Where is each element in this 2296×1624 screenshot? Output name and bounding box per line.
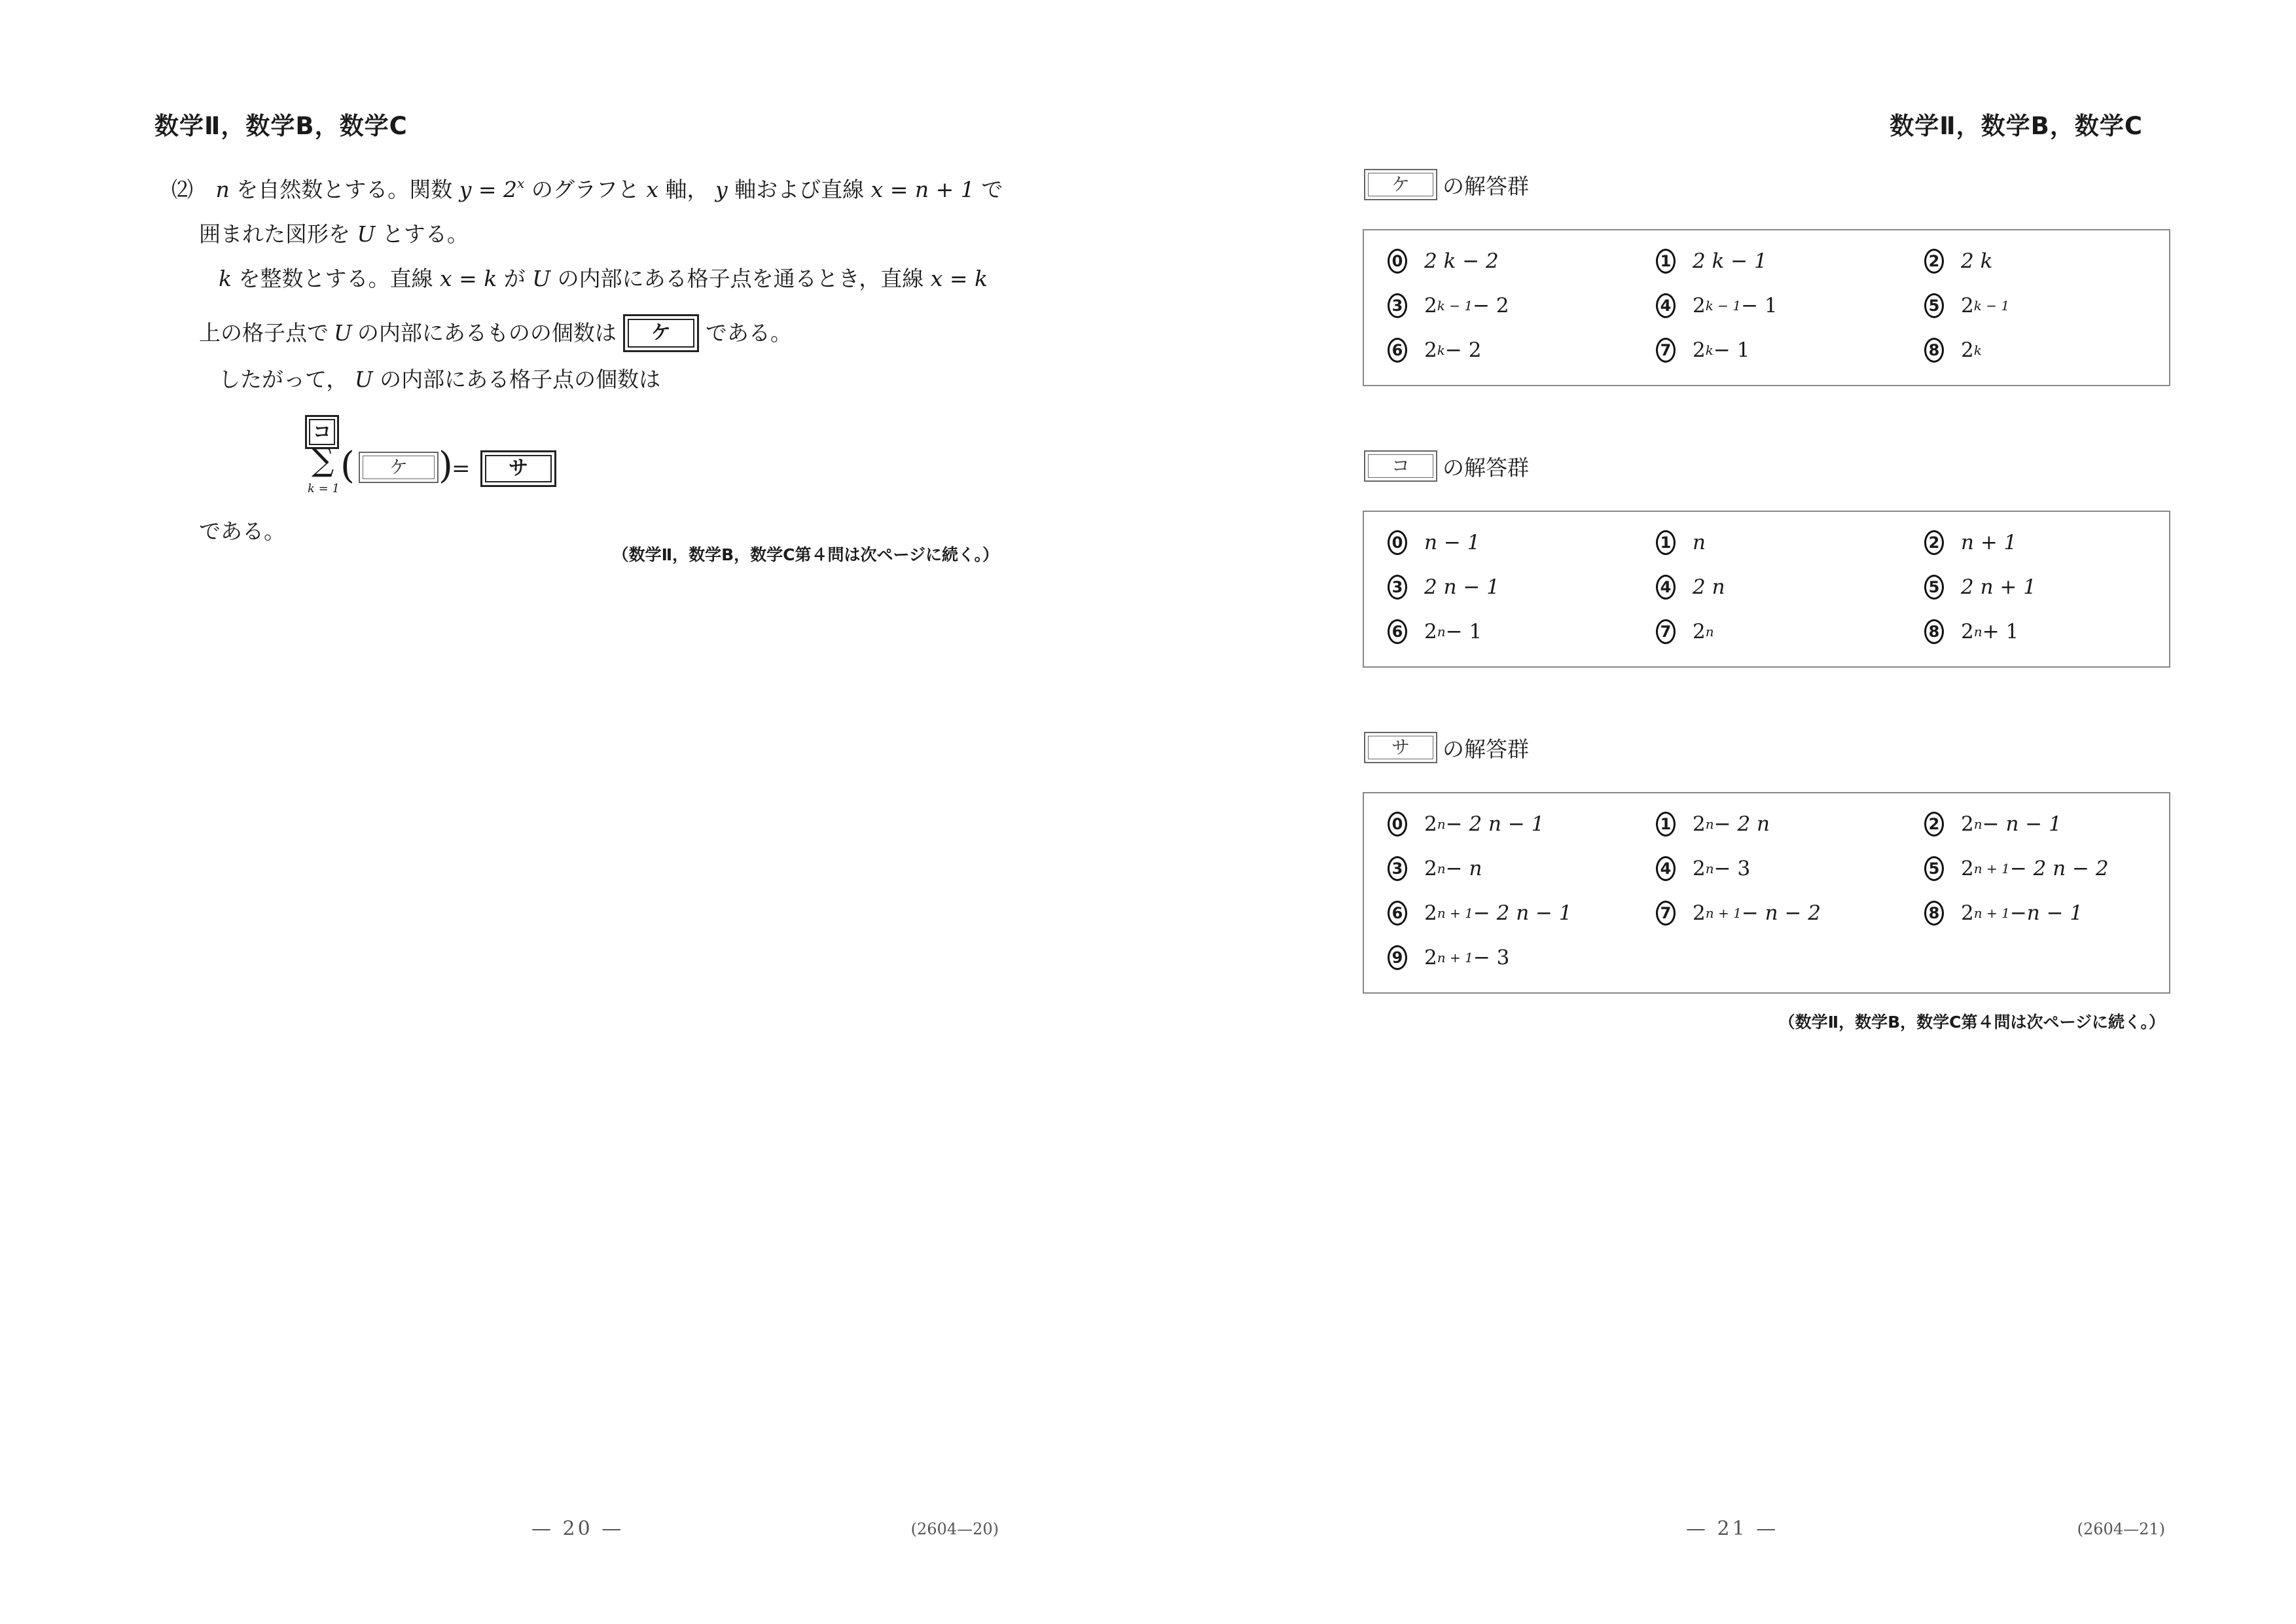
choice-number-badge: 8 (1924, 338, 1944, 363)
choice-number-badge: 6 (1388, 338, 1407, 363)
page-number: — 20 — (531, 1517, 624, 1540)
choice-3[interactable] (1388, 575, 1499, 600)
text: を自然数とする。関数 (236, 177, 453, 202)
choice-5[interactable] (1924, 575, 2036, 600)
choice-number-badge: 3 (1388, 293, 1407, 318)
paren-open: ( (340, 444, 355, 487)
choice-8[interactable]: 8 2 n + 1 −n − 1 (1924, 901, 2083, 926)
choice-expression: 2 (1424, 901, 1437, 925)
choice-expression: 2 (1693, 901, 1706, 925)
answer-box-ke[interactable]: ケ (623, 314, 699, 352)
text: したがって， (219, 367, 348, 392)
choice-2[interactable] (1924, 530, 2017, 555)
choice-expression-tail: −n − 1 (2009, 901, 2083, 925)
choice-expression: 2 n (1693, 575, 1725, 599)
text: のグラフと (531, 177, 639, 202)
choice-number-badge: 3 (1388, 575, 1407, 600)
page-header: 数学Ⅱ，数学B，数学C (154, 112, 408, 140)
choice-number-badge: 7 (1656, 338, 1676, 363)
choice-number-badge: 0 (1388, 530, 1407, 555)
choice-1[interactable] (1656, 530, 1706, 555)
choice-number-badge: 8 (1924, 901, 1944, 926)
choice-expression: 2 (1424, 620, 1437, 643)
choice-expression: 2 (1961, 294, 1974, 317)
choice-number-badge: 0 (1388, 249, 1407, 274)
problem-line-3 (219, 266, 988, 292)
choice-expression: 2 k − 1 (1693, 249, 1767, 273)
right-page (1148, 0, 2296, 1624)
choice-number-badge: 3 (1388, 856, 1407, 881)
group-label-text: の解答群 (1443, 173, 1529, 199)
paren-close: ) (439, 444, 453, 487)
choice-8[interactable]: 8 2 n + 1 (1924, 619, 2018, 644)
choice-number-badge: 0 (1388, 812, 1407, 837)
text: の内部にある格子点を通るとき，直線 (557, 266, 924, 291)
choice-expression-tail: − 2 (1473, 294, 1509, 317)
choice-expression-tail: − 1 (1741, 294, 1778, 317)
choice-expression: n (1693, 531, 1706, 554)
choice-expression: 2 (1693, 338, 1706, 362)
choice-6[interactable]: 6 2 n + 1 − 2 n − 1 (1388, 901, 1572, 926)
choice-number-badge: 2 (1924, 530, 1944, 555)
choice-number-badge: 5 (1924, 293, 1944, 318)
choice-expression-tail: − 3 (1473, 946, 1510, 969)
choice-3[interactable]: 3 2 n − n (1388, 856, 1482, 881)
choice-7[interactable]: 7 2 k − 1 (1656, 338, 1749, 363)
var-U: U (357, 221, 376, 247)
choice-number-badge: 2 (1924, 812, 1944, 837)
group-label-ke (1364, 169, 1529, 200)
var-U: U (334, 320, 352, 346)
choice-8[interactable]: 8 2 k (1924, 338, 1982, 363)
page-header: 数学Ⅱ，数学B，数学C (1890, 112, 2143, 140)
choice-expression: 2 (1961, 812, 1974, 836)
sigma-lower-limit: k = 1 (308, 482, 340, 496)
choice-expression-tail: − 1 (1445, 620, 1482, 643)
choice-0[interactable] (1388, 249, 1499, 274)
text: 軸， (665, 177, 709, 202)
choice-0[interactable] (1388, 530, 1480, 555)
choice-expression-tail: − 2 n (1713, 812, 1770, 836)
choice-expression: 2 n − 1 (1424, 575, 1499, 599)
var-U: U (354, 367, 373, 392)
choice-expression: 2 (1693, 812, 1706, 836)
choice-expression-tail: − 2 (1444, 338, 1482, 362)
equals-sign: = (452, 456, 471, 482)
choice-expression: 2 n + 1 (1961, 575, 2036, 599)
choice-expression: 2 (1424, 338, 1437, 362)
choice-9[interactable]: 9 2 n + 1 − 3 (1388, 945, 1509, 970)
choice-1[interactable] (1656, 249, 1767, 274)
choice-expression-tail: − 3 (1713, 857, 1751, 880)
choice-number-badge: 4 (1656, 293, 1676, 318)
equation-xk: x = k (930, 266, 988, 291)
problem-line-1 (171, 177, 1003, 203)
var-n: n (215, 177, 230, 202)
choice-expression: 2 (1424, 812, 1437, 836)
choice-number-badge: 9 (1388, 945, 1407, 970)
choice-expression: 2 (1961, 901, 1974, 925)
text: とする。 (382, 221, 469, 247)
choice-1[interactable]: 1 2 n − 2 n (1656, 812, 1770, 837)
equation-y: y = 2 (459, 177, 518, 202)
choice-expression: 2 (1424, 857, 1437, 880)
choice-number-badge: 6 (1388, 619, 1407, 644)
var-y: y (715, 177, 728, 202)
choice-number-badge: 1 (1656, 530, 1676, 555)
choice-expression: n − 1 (1424, 531, 1480, 554)
text: で (981, 177, 1003, 202)
page-number: — 21 — (1686, 1517, 1779, 1540)
choice-number-badge: 4 (1656, 575, 1676, 600)
choice-number-badge: 6 (1388, 901, 1407, 926)
equation-line: x = n + 1 (870, 177, 975, 202)
choice-number-badge: 1 (1656, 812, 1676, 837)
choice-number-badge: 1 (1656, 249, 1676, 274)
page-code: (2604—21) (2077, 1520, 2165, 1538)
problem-number: ⑵ (171, 177, 193, 202)
group-label-text: の解答群 (1443, 736, 1529, 762)
choice-expression-tail: − n (1445, 857, 1482, 880)
text: である。 (705, 320, 792, 346)
sigma-symbol: ∑ (312, 442, 334, 478)
choice-5[interactable]: 5 2 k − 1 (1924, 293, 2009, 318)
choice-expression-tail: − 2 n − 2 (2009, 857, 2109, 880)
continue-note: （数学Ⅱ，数学B，数学C第４問は次ページに続く。） (1778, 1013, 2165, 1032)
group-label-text: の解答群 (1443, 454, 1529, 480)
choice-expression: 2 (1961, 857, 1974, 880)
problem-line-4 (199, 314, 792, 352)
var-x: x (646, 177, 658, 202)
choice-expression-tail: − 1 (1713, 338, 1750, 362)
choice-4[interactable]: 4 2 n − 3 (1656, 856, 1750, 881)
problem-line-5 (219, 367, 660, 393)
var-k: k (219, 266, 232, 291)
group-label-sa (1364, 732, 1529, 763)
choice-number-badge: 2 (1924, 249, 1944, 274)
choice-number-badge: 7 (1656, 619, 1676, 644)
choice-expression: 2 (1693, 857, 1706, 880)
choice-expression: 2 (1693, 294, 1706, 317)
text: の内部にある格子点の個数は (380, 367, 661, 392)
answer-box-sa[interactable]: サ (480, 450, 556, 487)
ref-box-ke: ケ (1364, 169, 1437, 200)
choice-7[interactable]: 7 2 n + 1 − n − 2 (1656, 901, 1821, 926)
choice-expression: 2 (1961, 620, 1974, 643)
choice-expression-tail: + 1 (1982, 620, 2019, 643)
choice-3[interactable]: 3 2 k − 1 − 2 (1388, 293, 1509, 318)
choice-7[interactable]: 7 2 n (1656, 619, 1714, 644)
group-label-ko (1364, 450, 1529, 482)
choice-expression: 2 k (1961, 249, 1993, 273)
text: 囲まれた図形を (199, 221, 350, 247)
closing-text: である。 (199, 518, 285, 544)
choice-panel-ke (1363, 229, 2170, 386)
choice-number-badge: 7 (1656, 901, 1676, 926)
ref-box-ko: コ (1364, 450, 1437, 482)
choice-number-badge: 5 (1924, 856, 1944, 881)
exponent-x: x (517, 175, 525, 191)
choice-6[interactable]: 6 2 k − 2 (1388, 338, 1481, 363)
choice-5[interactable]: 5 2 n + 1 − 2 n − 2 (1924, 856, 2109, 881)
choice-6[interactable]: 6 2 n − 1 (1388, 619, 1482, 644)
choice-number-badge: 5 (1924, 575, 1944, 600)
continue-note: （数学Ⅱ，数学B，数学C第４問は次ページに続く。） (612, 545, 999, 564)
choice-expression-tail: − n − 1 (1982, 812, 2062, 836)
choice-expression-tail: − n − 2 (1741, 901, 1821, 925)
equation-xk: x = k (440, 266, 497, 291)
choice-expression: 2 (1424, 946, 1437, 969)
choice-expression: n + 1 (1961, 531, 2017, 554)
choice-expression: 2 k − 2 (1424, 249, 1499, 273)
choice-2[interactable]: 2 2 n − n − 1 (1924, 812, 2062, 837)
choice-4[interactable]: 4 2 k − 1 − 1 (1656, 293, 1778, 318)
choice-expression: 2 (1961, 338, 1974, 362)
choice-expression-tail: − 2 n − 1 (1473, 901, 1572, 925)
ref-box-sa: サ (1364, 732, 1437, 763)
answer-box-ko[interactable]: コ (305, 415, 339, 449)
problem-line-2 (199, 221, 469, 247)
choice-panel-sa (1363, 792, 2170, 994)
choice-0[interactable]: 0 2 n − 2 n − 1 (1388, 812, 1544, 837)
choice-expression-tail: − 2 n − 1 (1445, 812, 1545, 836)
choice-4[interactable] (1656, 575, 1725, 600)
var-U: U (532, 266, 551, 291)
choice-2[interactable] (1924, 249, 1992, 274)
text: 上の格子点で (199, 320, 329, 346)
text: が (503, 266, 526, 291)
page-code: (2604—20) (910, 1520, 999, 1538)
choice-panel-ko (1363, 511, 2170, 668)
choice-expression: 2 (1693, 620, 1706, 643)
text: を整数とする。直線 (238, 266, 433, 291)
choice-number-badge: 8 (1924, 619, 1944, 644)
choice-number-badge: 4 (1656, 856, 1676, 881)
text: 軸および直線 (734, 177, 865, 202)
choice-expression: 2 (1424, 294, 1437, 317)
ref-box-ke: ケ (359, 452, 439, 483)
text: の内部にあるものの個数は (357, 320, 617, 346)
